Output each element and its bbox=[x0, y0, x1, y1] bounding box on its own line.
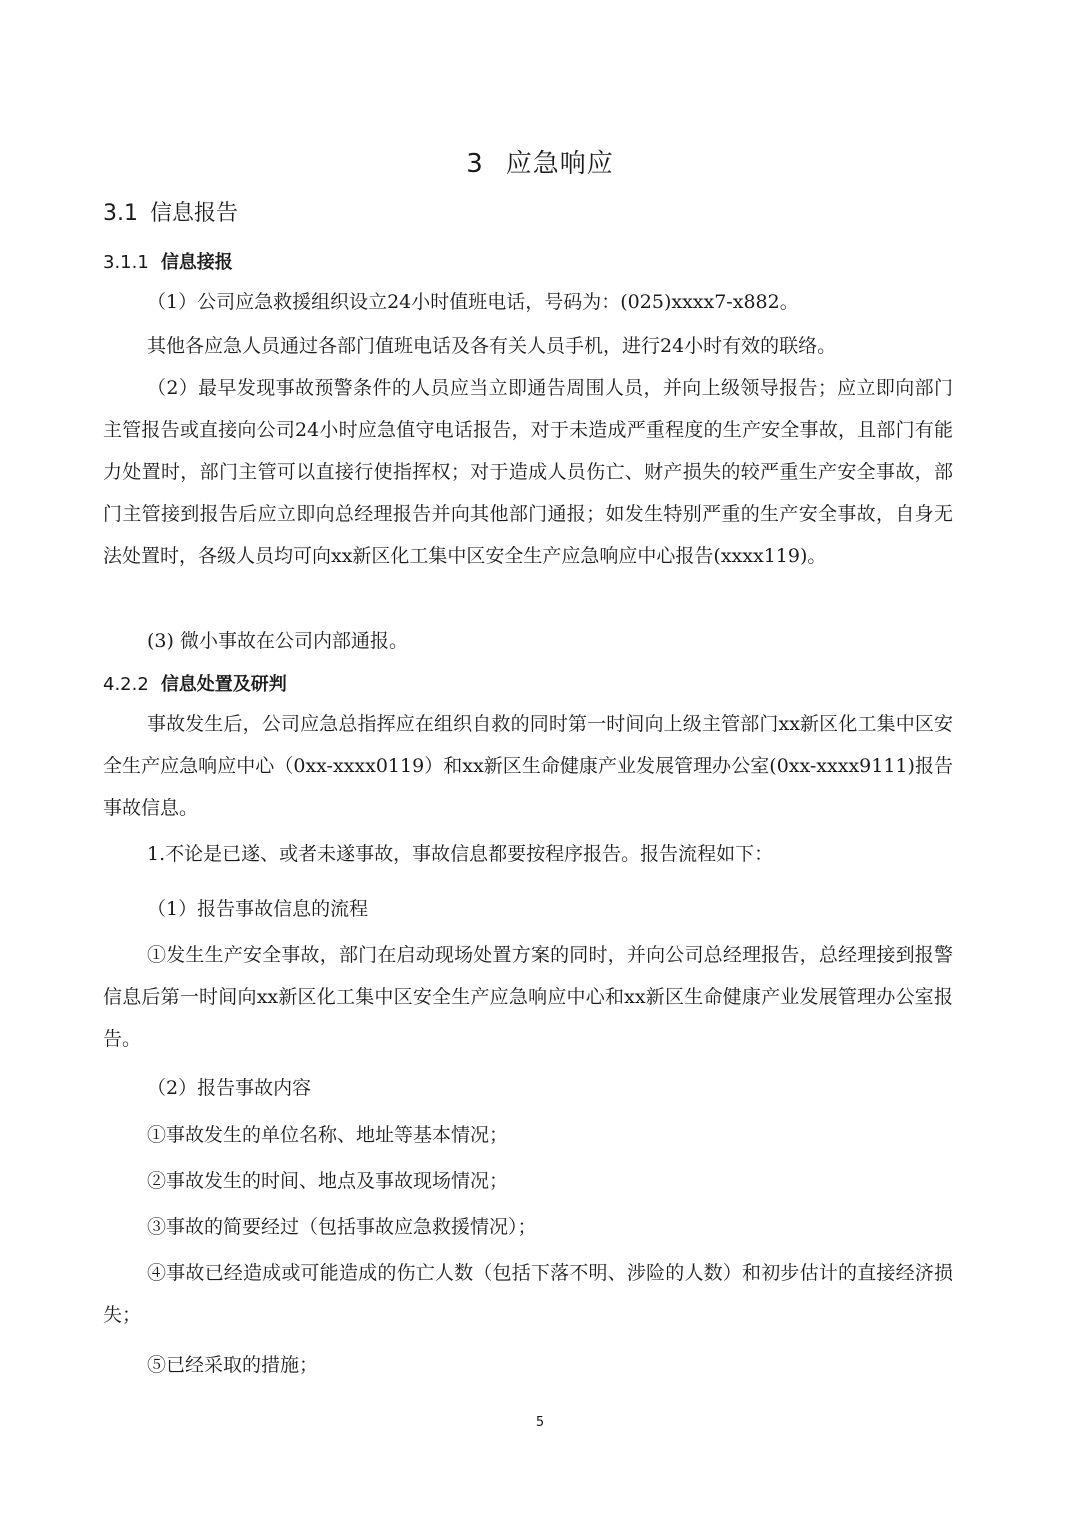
subsection-heading-info-handling bbox=[103, 670, 287, 696]
chapter-title-text: 应急响应 bbox=[505, 149, 614, 179]
paragraph-report-flow-heading: （1）报告事故信息的流程 bbox=[147, 898, 369, 920]
paragraph-contact: 其他各应急人员通过各部门值班电话及各有关人员手机，进行24小时有效的联络。 bbox=[147, 335, 837, 357]
subsection-title-text: 信息处置及研判 bbox=[160, 674, 287, 695]
subsection-number: 4.2.2 bbox=[103, 674, 149, 695]
paragraph-content-item-5: ⑤已经采取的措施； bbox=[147, 1354, 319, 1376]
paragraph-content-item-3: ③事故的简要经过（包括事故应急救援情况）； bbox=[147, 1216, 537, 1238]
section-heading bbox=[103, 196, 238, 227]
page-number: 5 bbox=[535, 1415, 545, 1430]
chapter-number: 3 bbox=[466, 149, 484, 179]
paragraph-after-accident: 事故发生后，公司应急总指挥应在组织自救的同时第一时间向上级主管部门xx新区化工集中区安全生产应急响应中心（0xx-xxxx0119）和xx新区生命健康产业发展管理办公室(0xx-xxxx9111)报告事故信息。 bbox=[103, 713, 953, 819]
paragraph-minor-accident: (3) 微小事故在公司内部通报。 bbox=[147, 630, 408, 652]
paragraph-reporting-procedure: （2）最早发现事故预警条件的人员应当立即通告周围人员，并向上级领导报告；应立即向部门主管报告或直接向公司24小时应急值守电话报告，对于未造成严重程度的生产安全事故，且部门有能力处置时，部门主管可以直接行使指挥权；对于造成人员伤亡、财产损失的较严重生产安全事故，部门主管接到报告后应立即向总经理报告并向其他部门通报；如发生特别严重的生产安全事故，自身无法处置时，各级人员均可向xx新区化工集中区安全生产应急响应中心报告(xxxx119)。 bbox=[103, 377, 953, 567]
chapter-title bbox=[0, 143, 1080, 180]
paragraph-hotline: （1）公司应急救援组织设立24小时值班电话，号码为：(025)xxxx7-x882。 bbox=[147, 291, 799, 313]
section-number: 3.1 bbox=[103, 201, 138, 226]
subsection-heading-info-receipt bbox=[103, 248, 233, 274]
paragraph-report-content-heading: （2）报告事故内容 bbox=[147, 1077, 312, 1099]
paragraph-content-item-4: ④事故已经造成或可能造成的伤亡人数（包括下落不明、涉险的人数）和初步估计的直接经济损失； bbox=[103, 1262, 953, 1326]
paragraph-report-requirement: 1.不论是已遂、或者未遂事故，事故信息都要按程序报告。报告流程如下： bbox=[147, 843, 774, 865]
section-title-text: 信息报告 bbox=[150, 201, 239, 226]
paragraph-report-flow-step-1: ①发生生产安全事故，部门在启动现场处置方案的同时，并向公司总经理报告，总经理接到报警信息后第一时间向xx新区化工集中区安全生产应急响应中心和xx新区生命健康产业发展管理办公室报告。 bbox=[103, 944, 953, 1050]
subsection-number: 3.1.1 bbox=[103, 252, 149, 273]
subsection-title-text: 信息接报 bbox=[160, 252, 233, 273]
paragraph-content-item-1: ①事故发生的单位名称、地址等基本情况； bbox=[147, 1124, 509, 1146]
paragraph-content-item-2: ②事故发生的时间、地点及事故现场情况； bbox=[147, 1170, 509, 1192]
